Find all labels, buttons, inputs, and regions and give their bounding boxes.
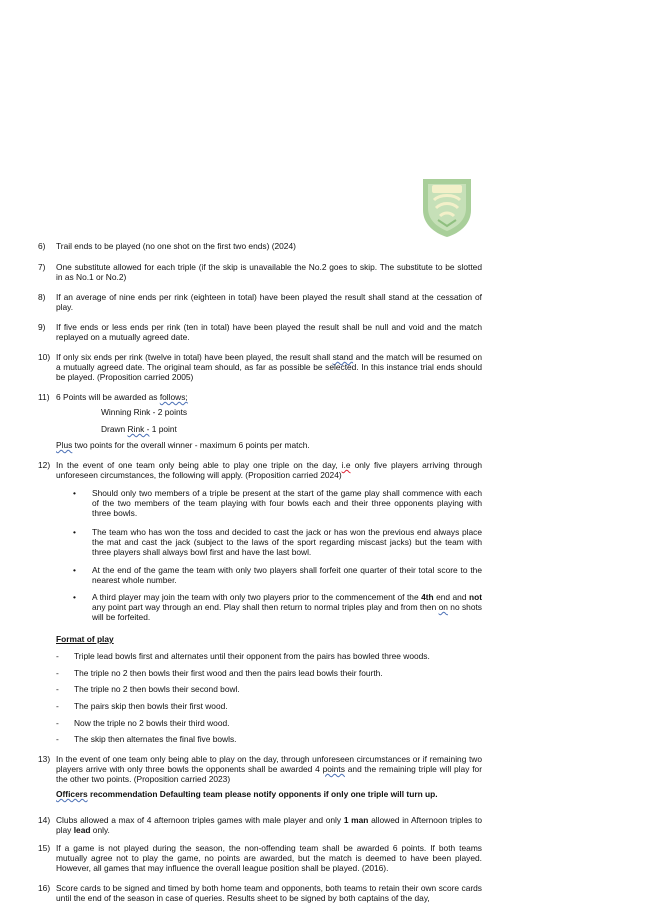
bullet-item: At the end of the game the team with only two players shall forfeit one quarter of their total score to the nearest whole number.	[92, 565, 482, 585]
rule-15	[38, 843, 482, 873]
rule-text: In the event of one team only being able to play one triple on the day, i.e only five players arriving through unforeseen circumstances, the following will apply. (Proposition carried 2024)	[56, 460, 482, 480]
bullet-marker: •	[73, 565, 76, 575]
rule-number: 15)	[38, 843, 51, 853]
rule-number: 14)	[38, 815, 51, 825]
rule-text: If a game is not played during the season, the non-offending team shall be awarded 6 points. If both teams mutually agree not to play the game, no points are awarded, but the match is deemed to have been played. However, all games that may influence the overall league position shall be played. (2016).	[56, 843, 482, 873]
rule-number: 8)	[38, 292, 46, 302]
format-item: Now the triple no 2 bowls their third wood.	[74, 718, 230, 728]
format-item: The skip then alternates the final five bowls.	[74, 734, 237, 744]
rule-6	[38, 241, 482, 251]
bullet-marker: •	[73, 527, 76, 537]
rule-number: 16)	[38, 883, 51, 893]
rule-number: 10)	[38, 352, 51, 362]
rule-10	[38, 352, 482, 382]
format-item: The triple no 2 then bowls their second bowl.	[74, 684, 240, 694]
rule-13	[38, 754, 482, 784]
dash-marker: -	[56, 651, 59, 661]
winning-rink-points: Winning Rink - 2 points	[101, 407, 188, 417]
overall-winner-points: Plus two points for the overall winner - maximum 6 points per match.	[56, 440, 310, 450]
rule-text: 6 Points will be awarded as follows;	[56, 392, 188, 402]
club-crest-logo	[420, 176, 474, 238]
rule-number: 6)	[38, 241, 46, 251]
bullet-item: A third player may join the team with only two players prior to the commencement of the 4th end and not any point part way through an end. Play shall then return to normal triples play and from then on no shots will be forfeited.	[92, 592, 482, 622]
bullet-marker: •	[73, 592, 76, 602]
officers-recommendation: Officers recommendation Defaulting team please notify opponents if only one triple will turn up.	[56, 789, 438, 799]
rule-text: Clubs allowed a max of 4 afternoon triples games with male player and only 1 man allowed in Afternoon triples to play lead only.	[56, 815, 483, 835]
rule-text: If only six ends per rink (twelve in total) have been played, the result shall stand and the match will be resumed on a mutually agreed date. The original team should, as far as possible be selected. In this instance trial ends should be played. (Proposition carried 2005)	[56, 352, 482, 382]
rule-number: 7)	[38, 262, 46, 272]
rule-12	[38, 460, 482, 480]
dash-marker: -	[56, 701, 59, 711]
dash-marker: -	[56, 668, 59, 678]
rule-number: 9)	[38, 322, 46, 332]
dash-marker: -	[56, 734, 59, 744]
rule-14	[38, 815, 482, 835]
bullet-item: Should only two members of a triple be present at the start of the game play shall commence with each of the two members of the team playing with four bowls each and their three opponents playing with three bowls.	[92, 488, 482, 518]
bullet-marker: •	[73, 488, 76, 498]
format-item: Triple lead bowls first and alternates until their opponent from the pairs has bowled three woods.	[74, 651, 430, 661]
rule-number: 13)	[38, 754, 51, 764]
format-item: The triple no 2 then bowls their first wood and then the pairs lead bowls their fourth.	[74, 668, 383, 678]
rule-number: 12)	[38, 460, 51, 470]
rule-7	[38, 262, 482, 282]
rule-9	[38, 322, 482, 342]
rule-8	[38, 292, 482, 312]
rule-text: If five ends or less ends per rink (ten in total) have been played the result shall be null and void and the match replayed on a mutually agreed date.	[56, 322, 482, 342]
bullet-item: The team who has won the toss and decided to cast the jack or has won the previous end always place the mat and cast the jack (subject to the laws of the sport regarding miscast jacks) but the team with three players shall always bowl first and have the last bowl.	[92, 527, 482, 557]
rule-number: 11)	[38, 392, 50, 402]
format-item: The pairs skip then bowls their first wood.	[74, 701, 228, 711]
dash-marker: -	[56, 684, 59, 694]
drawn-rink-points: Drawn Rink - 1 point	[101, 424, 177, 434]
dash-marker: -	[56, 718, 59, 728]
rule-16	[38, 883, 482, 904]
rule-text: Score cards to be signed and timed by both home team and opponents, both teams to retain their own score cards until the end of the season in case of queries. Results sheet to be signed by both captains of the day,	[56, 883, 482, 903]
rule-text: In the event of one team only being able to play on the day, through unforeseen circumstances or if remaining two players arrive with only three bowls the opponents shall be awarded 4 points and the remaining triple will play for the other two points. (Proposition carried 2023)	[56, 754, 482, 784]
format-of-play-heading: Format of play	[56, 634, 114, 644]
rule-text: If an average of nine ends per rink (eighteen in total) have been played the result shall stand at the cessation of play.	[56, 292, 482, 312]
rule-text: Trail ends to be played (no one shot on the first two ends) (2024)	[56, 241, 296, 251]
rule-11	[38, 392, 482, 402]
rule-text: One substitute allowed for each triple (if the skip is unavailable the No.2 goes to skip. The substitute to be slotted in as No.1 or No.2)	[56, 262, 482, 282]
